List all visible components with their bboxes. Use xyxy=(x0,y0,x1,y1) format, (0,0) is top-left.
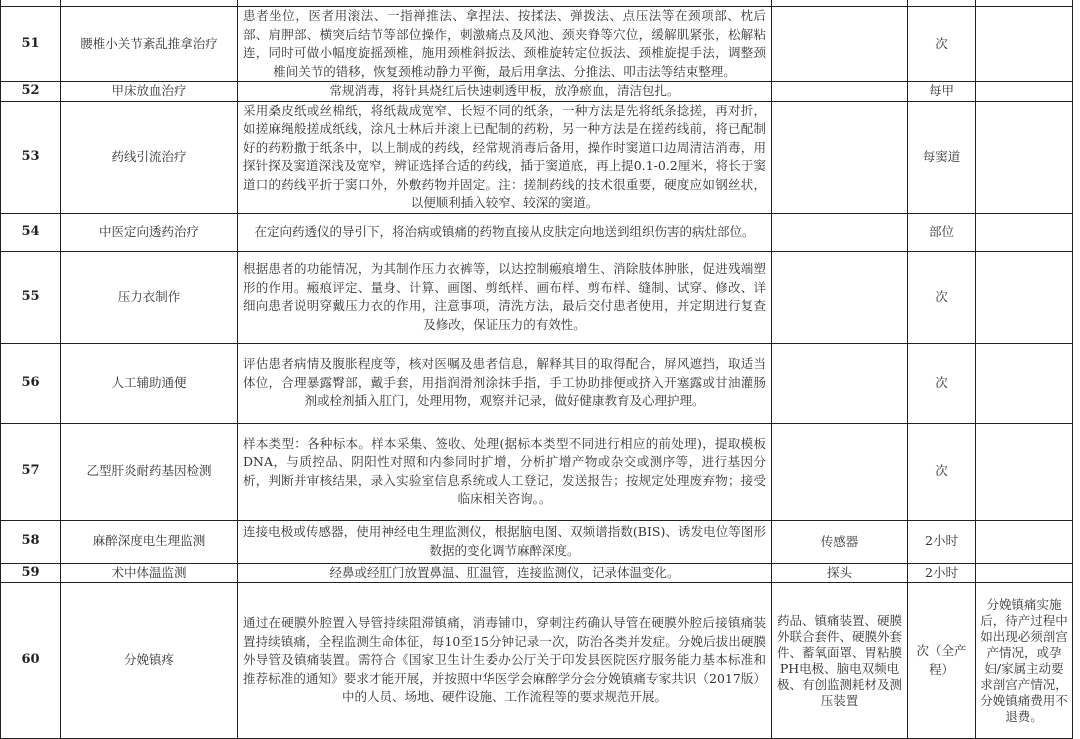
item-materials xyxy=(772,82,908,102)
table-row xyxy=(1,82,1073,102)
item-name: 人工辅助通便 xyxy=(61,343,238,423)
item-unit: 部位 xyxy=(908,213,976,251)
item-unit: 次 xyxy=(908,423,976,520)
item-note: 分娩镇痛实施后，待产过程中如出现必须剖宫产情况，或孕妇/家属主动要求剖宫产情况，分娩镇痛费用不退费。 xyxy=(976,583,1073,739)
table-row xyxy=(1,520,1073,563)
item-number: 56 xyxy=(1,343,61,423)
item-materials: 探头 xyxy=(772,563,908,583)
item-note xyxy=(976,563,1073,583)
item-name: 乙型肝炎耐药基因检测 xyxy=(61,423,238,520)
item-number: 57 xyxy=(1,423,61,520)
item-unit: 次（全产程） xyxy=(908,583,976,739)
item-number: 58 xyxy=(1,520,61,563)
item-note xyxy=(976,82,1073,102)
item-content: 经鼻或经肛门放置鼻温、肛温管，连接监测仪，记录体温变化。 xyxy=(238,563,772,583)
item-name: 麻醉深度电生理监测 xyxy=(61,520,238,563)
item-number: 55 xyxy=(1,251,61,343)
item-name: 甲床放血治疗 xyxy=(61,82,238,102)
item-materials xyxy=(772,251,908,343)
item-note xyxy=(976,343,1073,423)
item-unit: 每窦道 xyxy=(908,101,976,213)
item-name: 术中体温监测 xyxy=(61,563,238,583)
item-name: 压力衣制作 xyxy=(61,251,238,343)
item-content: 样本类型：各种标本。样本采集、签收、处理(据标本类型不同进行相应的前处理)，提取模板DNA，与质控品、阴阳性对照和内参同时扩增，分析扩增产物或杂交或测序等，进行基因分析，判断并审核结果，录入实验室信息系统或人工登记，发送报告；按规定处理废弃物；接受临床相关咨询。。 xyxy=(238,423,772,520)
table-row xyxy=(1,583,1073,739)
item-content: 连接电极或传感器，使用神经电生理监测仪，根据脑电图、双频谱指数(BIS)、诱发电位等图形数据的变化调节麻醉深度。 xyxy=(238,520,772,563)
item-materials xyxy=(772,423,908,520)
item-number: 51 xyxy=(1,7,61,82)
table-row xyxy=(1,343,1073,423)
item-content: 根据患者的功能情况，为其制作压力衣裤等，以达控制瘢痕增生、消除肢体肿胀，促进残端塑形的作用。瘢痕评定、量身、计算、画图、剪纸样、画布样、剪布样、缝制、试穿、修改、详细向患者说明穿戴压力衣的作用，注意事项，清洗方法，最后交付患者使用，并定期进行复查及修改，保证压力的有效性。 xyxy=(238,251,772,343)
item-content: 在定向药透仪的导引下，将治病或镇痛的药物直接从皮肤定向地送到组织伤害的病灶部位。 xyxy=(238,213,772,251)
item-materials xyxy=(772,7,908,82)
item-content: 通过在硬膜外腔置入导管持续阻滞镇痛，消毒铺巾，穿刺注药确认导管在硬膜外腔后接镇痛装置持续镇痛，全程监测生命体征，每10至15分钟记录一次，防治各类并发症。分娩后拔出硬膜外导管及镇痛装置。需符合《国家卫生计生委办公厅关于印发县医院医疗服务能力基本标准和推荐标准的通知》要求才能开展，并按照中华医学会麻醉学分会分娩镇痛专家共识（2017版）中的人员、场地、硬件设施、工作流程等的要求规范开展。 xyxy=(238,583,772,739)
item-content: 评估患者病情及腹胀程度等，核对医嘱及患者信息，解释其目的取得配合，屏风遮挡，取适当体位，合理暴露臀部，戴手套，用指润滑剂涂抹手指，手工协助排便或挤入开塞露或甘油灌肠剂或栓剂插入肛门，处理用物，观察并记录，做好健康教育及心理护理。 xyxy=(238,343,772,423)
table-row xyxy=(1,101,1073,213)
item-note xyxy=(976,7,1073,82)
table-row xyxy=(1,7,1073,82)
item-content: 采用桑皮纸或丝棉纸，将纸裁成宽窄、长短不同的纸条，一种方法是先将纸条捻搓，再对折，如搓麻绳般搓成纸线，涂凡士林后并滚上已配制的药粉，另一种方法是在搓药线前，将已配制好的药粉撒于纸条中，以上制成的药线，经常规消毒后备用，操作时窦道口边周清洁消毒，用探针探及窦道深浅及宽窄，辨证选择合适的药线，插于窦道底，再上提0.1-0.2厘米，将长于窦道口的药线平折于窦口外，外敷药物并固定。注：搓制药线的技术很重要，硬度应如钢丝状，以便顺利插入较窄、较深的窦道。 xyxy=(238,101,772,213)
item-note xyxy=(976,251,1073,343)
item-number: 52 xyxy=(1,82,61,102)
item-content: 患者坐位，医者用滚法、一指禅推法、拿捏法、按揉法、弹拨法、点压法等在颈项部、枕后部、肩胛部、横突后结节等部位操作，刺激痛点及风池、颈夹脊等穴位，缓解肌紧张，松解粘连，同时可做小幅度旋摇颈椎，施用颈椎斜扳法、颈椎旋转定位扳法、颈椎旋提手法，调整颈椎间关节的错移，恢复颈椎动静力平衡，最后用拿法、分推法、叩击法等结束整理。 xyxy=(238,7,772,82)
item-unit: 每甲 xyxy=(908,82,976,102)
item-number: 54 xyxy=(1,213,61,251)
item-number: 60 xyxy=(1,583,61,739)
item-unit: 次 xyxy=(908,7,976,82)
item-unit: 2小时 xyxy=(908,563,976,583)
item-materials: 传感器 xyxy=(772,520,908,563)
item-note xyxy=(976,423,1073,520)
item-note xyxy=(976,101,1073,213)
item-name: 中医定向透药治疗 xyxy=(61,213,238,251)
table-row xyxy=(1,423,1073,520)
item-unit: 次 xyxy=(908,343,976,423)
item-materials xyxy=(772,343,908,423)
item-number: 53 xyxy=(1,101,61,213)
item-materials xyxy=(772,101,908,213)
item-unit: 次 xyxy=(908,251,976,343)
table-row xyxy=(1,251,1073,343)
item-materials: 药品、镇痛装置、硬膜外联合套件、硬膜外套件、蓄氧面罩、胃粘膜PH电极、脑电双频电极、有创监测耗材及测压装置 xyxy=(772,583,908,739)
item-materials xyxy=(772,213,908,251)
table-row xyxy=(1,213,1073,251)
item-number: 59 xyxy=(1,563,61,583)
table-row xyxy=(1,563,1073,583)
item-note xyxy=(976,520,1073,563)
item-note xyxy=(976,213,1073,251)
item-content: 常规消毒，将针具烧红后快速刺透甲板，放净瘀血，清洁包扎。 xyxy=(238,82,772,102)
item-unit: 2小时 xyxy=(908,520,976,563)
item-name: 腰椎小关节紊乱推拿治疗 xyxy=(61,7,238,82)
item-name: 药线引流治疗 xyxy=(61,101,238,213)
item-name: 分娩镇疼 xyxy=(61,583,238,739)
